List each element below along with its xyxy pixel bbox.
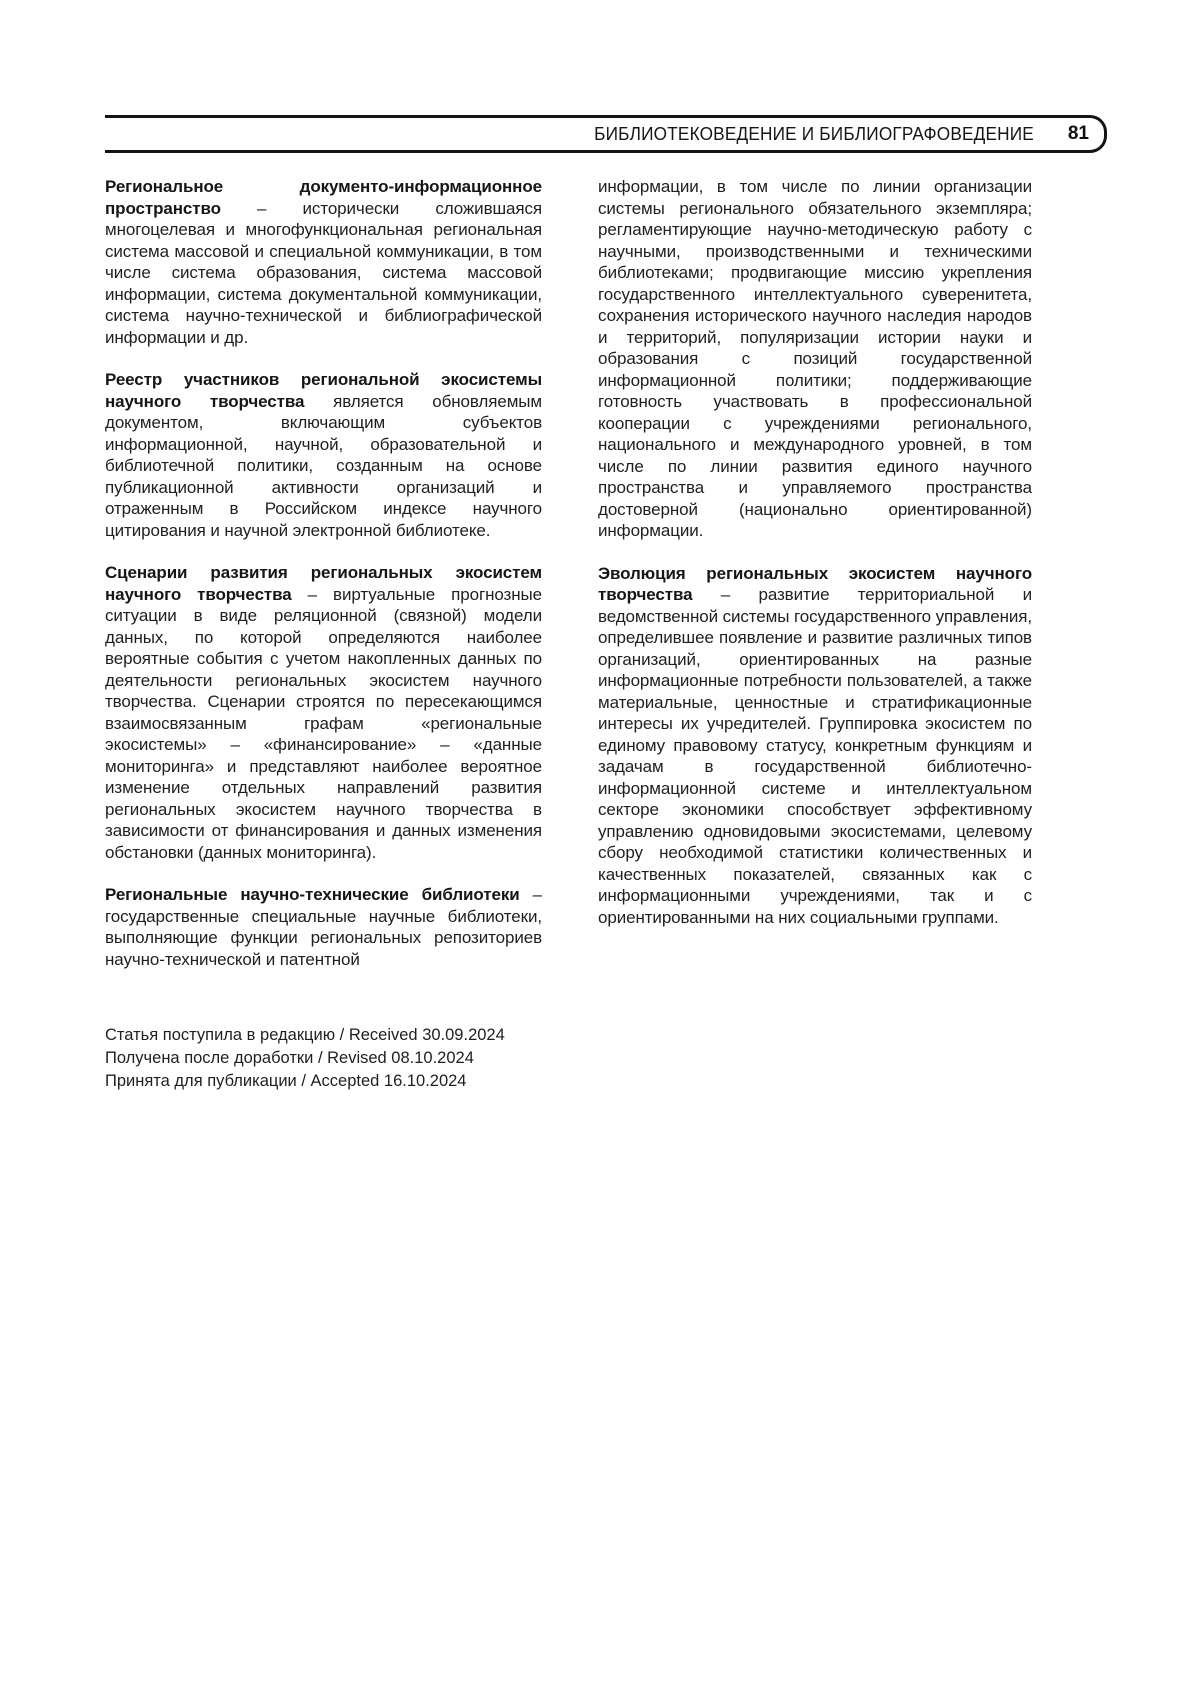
- definition-body: – развитие территориальной и ведомственной системы государственного управления, определившее появление и развитие различных типов организаций, ориентированных на разные информационные потребности пользователей, а также материальные, ценностные и стратификационные интересы их учредителей. Группировка экосистем по единому правовому статусу, конкретным функциям и задачам в государственной библиотечно-информационной системе и интеллектуальном секторе экономики способствует эффективному управлению одновидовыми экосистемами, целевому сбору необходимой статистики количественных и качественных показателей, связанных как с информационными учреждениями, так и с ориентированными на них социальными группами.: [598, 585, 1033, 927]
- right-column: [598, 176, 1032, 949]
- definition-term: Региональные научно-технические библиотеки: [105, 885, 520, 904]
- definition-body: – исторически сложившаяся многоцелевая и многофункциональная региональная система массовой и специальной коммуникации, в том числе система образования, система массовой информации, система документальной коммуникации, система научно-технической и библиографической информации и др.: [105, 198, 542, 347]
- definition-body: – государственные специальные научные библиотеки, выполняющие функции региональных репозиториев научно-технической и патентной: [105, 885, 542, 969]
- definition-continuation: [598, 176, 1032, 542]
- definition-development-scenarios: [105, 562, 542, 863]
- definition-regional-document-space: [105, 176, 542, 348]
- revised-date-line: Получена после доработки / Revised 08.10.2024: [105, 1049, 474, 1067]
- header-rule-box: [105, 115, 1107, 153]
- definition-term: Региональное документо-информационное пространство: [105, 177, 542, 218]
- definition-ecosystems-evolution: [598, 563, 1032, 929]
- definition-term: Сценарии развития региональных экосистем научного творчества: [105, 563, 542, 604]
- page-number: 81: [1067, 123, 1089, 144]
- article-dates: [105, 1024, 505, 1093]
- definition-regional-sci-tech-libraries: [105, 884, 542, 970]
- running-title: БИБЛИОТЕКОВЕДЕНИЕ И БИБЛИОГРАФОВЕДЕНИЕ: [593, 123, 1034, 144]
- accepted-date-line: Принята для публикации / Accepted 16.10.2024: [105, 1072, 467, 1090]
- definition-body: информации, в том числе по линии организации системы регионального обязательного экземпляра; регламентирующие научно-методическую работу с научными, производственными и техническими библиотеками; продвигающие миссию укрепления государственного интеллектуального суверенитета, сохранения исторического научного наследия народов и территорий, популяризации истории науки и образования с позиций государственной информационной политики; поддерживающие готовность участвовать в профессиональной кооперации с учреждениями регионального, национального и международного уровней, в том числе по линии развития единого научного пространства и управляемого пространства достоверной (национально ориентированной) информации.: [598, 177, 1032, 540]
- received-date-line: Статья поступила в редакцию / Received 30.09.2024: [105, 1026, 505, 1044]
- definition-term: Эволюция региональных экосистем научного творчества: [598, 563, 1032, 604]
- definition-participants-register: [105, 369, 542, 541]
- definition-body: – виртуальные прогнозные ситуации в виде реляционной (связной) модели данных, по которой определяются наиболее вероятные события с учетом накопленных данных по деятельности региональных экосистем научного творчества. Сценарии строятся по пересекающимся взаимосвязанным графам «региональные экосистемы» – «финансирование» – «данные мониторинга» и представляют наиболее вероятное изменение отдельных направлений развития региональных экосистем научного творчества в зависимости от финансирования и данных изменения обстановки (данных мониторинга).: [105, 584, 542, 862]
- left-column: [105, 176, 542, 991]
- definition-term: Реестр участников региональной экосистемы научного творчества: [105, 370, 542, 411]
- definition-body: является обновляемым документом, включающим субъектов информационной, научной, образовательной и библиотечной политики, созданным на основе публикационной активности организаций и отраженным в Российском индексе научного цитирования и научной электронной библиотеке.: [105, 391, 542, 540]
